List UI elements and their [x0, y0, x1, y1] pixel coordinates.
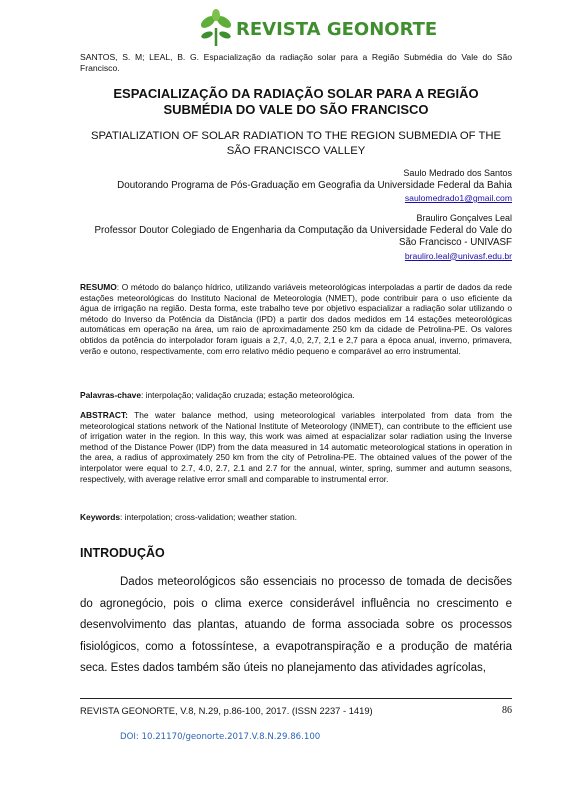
title-portuguese: ESPACIALIZAÇÃO DA RADIAÇÃO SOLAR PARA A REGIÃO SUBMÉDIA DO VALE DO SÃO FRANCISCO: [113, 86, 479, 117]
logo-text: REVISTA GEONORTE: [236, 19, 438, 40]
author-name: Saulo Medrado dos Santos: [403, 168, 512, 178]
author-block-2: [80, 212, 512, 262]
author-email-link[interactable]: saulomedrado1@gmail.com: [404, 193, 512, 203]
title-english: SPATIALIZATION OF SOLAR RADIATION TO THE REGION SUBMEDIA OF THE SÃO FRANCISCO VALLEY: [90, 130, 502, 157]
resumo-label: RESUMO: [80, 282, 117, 292]
intro-paragraph: [80, 572, 512, 680]
doi-link[interactable]: DOI: 10.21170/geonorte.2017.V.8.N.29.86.100: [120, 732, 321, 742]
journal-logo: [196, 8, 438, 48]
footer-journal: REVISTA GEONORTE, V.8, N.29, p.86-100, 2017. (ISSN 2237 - 1419): [80, 705, 373, 716]
plant-icon: [196, 8, 236, 48]
page-number: 86: [502, 705, 512, 716]
author-name: Brauliro Gonçalves Leal: [416, 213, 512, 223]
resumo-text: : O método do balanço hídrico, utilizando variáveis meteorológicas interpoladas a partir de dados da rede estações meteorológicas do Instituto Nacional de Meteorologia (NMET), pode contribuir para o uso eficiente da água de irrigação na região. Desta forma, este trabalho teve por objetivo espacializar a radiação solar utilizando o método do Inverso da Potência da Distância (IPD) a partir dos dados medidos em 14 estações meteorológicas automáticas em operação na área, um raio de aproximadamente 250 km da cidade de Petrolina-PE. Os valores obtidos da potência do interpolador foram iguais a 2,7, 4,0, 2,7, 2,1 e 2,7 para a época anual, inverno, primavera, verão e outono, respectivamente, com erro relativo médio pequeno e comparável ao erro instrumental.: [80, 282, 512, 356]
resumo-paragraph: [80, 282, 512, 356]
author-block-1: [80, 167, 512, 205]
author-affiliation: Doutorando Programa de Pós-Graduação em Geografia da Universidade Federal da Bahia: [117, 179, 512, 191]
keywords-text: : interpolation; cross-validation; weather station.: [120, 512, 297, 522]
keywords-label: Keywords: [80, 512, 121, 522]
citation: SANTOS, S. M; LEAL, B. G. Espacialização da radiação solar para a Região Submédia do Vale do São Francisco.: [80, 52, 512, 73]
abstract-text: The water balance method, using meteorological variables interpolated from data from the meteorological stations network of the National Institute of Meteorology (INMET), can contribute to the efficient use of irrigation water in the region. In this way, this work was aimed at espacializar solar radiation using the Inverse method of the Distance Power (IDP) from the data measured in 14 automatic meteorological stations in operation in the area, a radius of approximately 250 km from the city of Petrolina-PE. The obtained values of the power of the interpolator were equal to 2.7, 4.0, 2.7, 2.1 and 2.7 for the annual, winter, spring, summer and autumn seasons, respectively, with average relative error small and comparable to instrumental error.: [80, 410, 512, 484]
palavras-label: Palavras-chave: [80, 390, 141, 400]
palavras-chave: [80, 390, 512, 401]
keywords: [80, 512, 512, 523]
author-affiliation: Professor Doutor Colegiado de Engenharia da Computação da Universidade Federal do Vale do São Francisco - UNIVASF: [94, 224, 512, 248]
section-heading: INTRODUÇÃO: [80, 546, 165, 560]
footer-divider: [80, 698, 512, 699]
abstract-paragraph: [80, 410, 512, 484]
palavras-text: : interpolação; validação cruzada; estação meteorológica.: [141, 390, 355, 400]
author-email-link[interactable]: brauliro.leal@univasf.edu.br: [404, 250, 512, 261]
intro-text: Dados meteorológicos são essenciais no processo de tomada de decisões do agronegócio, pois o clima exerce considerável influência no crescimento e desenvolvimento das plantas, atuando de forma associada sobre os processos fisiológicos, como a fotossíntese, a evapotranspiração e a produção de matéria seca. Estes dados também são úteis no planejamento das atividades agrícolas,: [80, 576, 512, 675]
abstract-label: ABSTRACT:: [80, 410, 128, 420]
